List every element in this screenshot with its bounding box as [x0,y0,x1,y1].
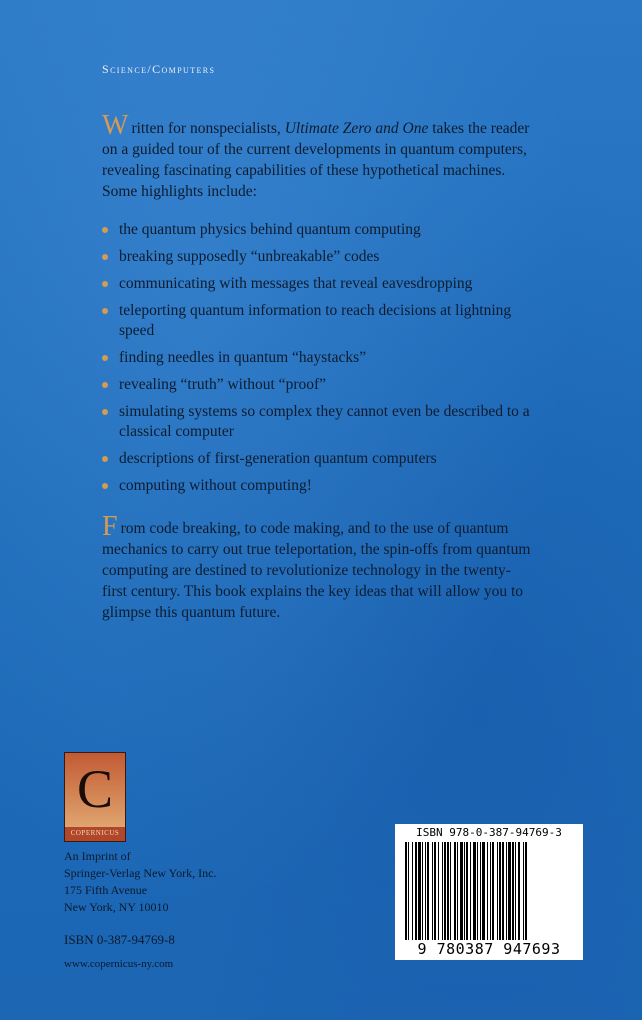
barcode-bar [473,842,476,940]
list-item: communicating with messages that reveal eavesdropping [102,274,532,294]
imprint-line: New York, NY 10010 [64,900,169,914]
barcode-bar [450,842,451,940]
bullet-icon [102,409,108,415]
list-item: finding needles in quantum “haystacks” [102,348,532,368]
list-item: teleporting quantum information to reach decisions at lightning speed [102,301,532,341]
bullet-icon [102,308,108,314]
barcode-bar [492,842,494,940]
barcode-bar [454,842,456,940]
list-item: revealing “truth” without “proof” [102,375,532,395]
bullet-icon [102,227,108,233]
imprint-line: 175 Fifth Avenue [64,883,148,897]
bullet-icon [102,355,108,361]
barcode-bar [405,842,407,940]
barcode-bar [497,842,498,940]
outro-text: rom code breaking, to code making, and to the use of quantum mechanics to carry out true teleportation, the spin-offs from quantum computing are destined to revolutionize technology in the twenty-first century. This book explains the key ideas that will allow you to glimpse this quantum future. [102,520,531,621]
barcode-bar [408,842,409,940]
barcode-bar [432,842,433,940]
bullet-icon [102,382,108,388]
barcode [395,824,583,960]
list-item: computing without computing! [102,476,532,496]
barcode-bar [518,842,520,940]
barcode-bar [506,842,507,940]
barcode-bar [418,842,421,940]
intro-text-after: takes the reader on a guided tour of the current developments in quantum computers, revealing fascinating capabilities of these hypothetical machines. Some highlights include: [102,120,530,200]
website-url: www.copernicus-ny.com [64,958,174,970]
barcode-bar [444,842,446,940]
barcode-bar [422,842,423,940]
list-item: descriptions of first-generation quantum computers [102,449,532,469]
bullet-icon [102,483,108,489]
logo-letter: C [76,759,114,819]
copernicus-logo [64,752,126,842]
list-item: simulating systems so complex they cannot even be described to a classical computer [102,402,532,442]
barcode-bar [502,842,504,940]
barcode-bar [508,842,511,940]
barcode-bar [487,842,488,940]
bullet-icon [102,254,108,260]
isbn-short: ISBN 0-387-94769-8 [64,932,175,947]
intro-text-before: ritten for nonspecialists, [131,120,285,137]
bullet-icon [102,456,108,462]
barcode-bar [434,842,436,940]
barcode-bar [464,842,465,940]
barcode-bar [438,842,439,940]
list-item: breaking supposedly “unbreakable” codes [102,247,532,267]
barcode-bar [466,842,468,940]
barcode-bar [457,842,458,940]
barcode-bar [515,842,516,940]
barcode-bar [412,842,413,940]
barcode-bar [523,842,524,940]
barcode-isbn-label: ISBN 978-0-387-94769-3 [416,826,562,839]
outro-paragraph: From code breaking, to code making, and to the use of quantum mechanics to carry out true teleportation, the spin-offs from quantum computing are destined to revolutionize technology in the twenty-first century. This book explains the key ideas that will allow you to glimpse this quantum future. [102,511,531,621]
list-item: the quantum physics behind quantum computing [102,220,532,240]
barcode-bar [477,842,478,940]
barcode-bar [512,842,514,940]
book-title: Ultimate Zero and One [284,120,429,137]
barcode-bars [399,842,579,940]
barcode-bar [490,842,491,940]
barcode-bar [447,842,449,940]
intro-paragraph: Written for nonspecialists, Ultimate Zero and One takes the reader on a guided tour of the current developments in quantum computers, revealing fascinating capabilities of these hypothetical machines. Some highlights include: [102,110,530,200]
category-label: Science/Computers [102,62,216,76]
imprint-line: Springer-Verlag New York, Inc. [64,866,217,880]
imprint-line: An Imprint of [64,849,131,863]
barcode-bar [425,842,426,940]
barcode-bar [470,842,471,940]
barcode-digits: 9 780387 947693 [417,940,561,958]
bullet-icon [102,281,108,287]
barcode-bar [499,842,501,940]
imprint-address [64,848,216,916]
barcode-bar [442,842,443,940]
barcode-bar [480,842,481,940]
barcode-bar [427,842,429,940]
barcode-bar [415,842,417,940]
barcode-bar [460,842,463,940]
barcode-bar [525,842,527,940]
highlights-list [102,220,532,503]
logo-label: COPERNICUS [70,829,120,837]
barcode-bar [482,842,485,940]
